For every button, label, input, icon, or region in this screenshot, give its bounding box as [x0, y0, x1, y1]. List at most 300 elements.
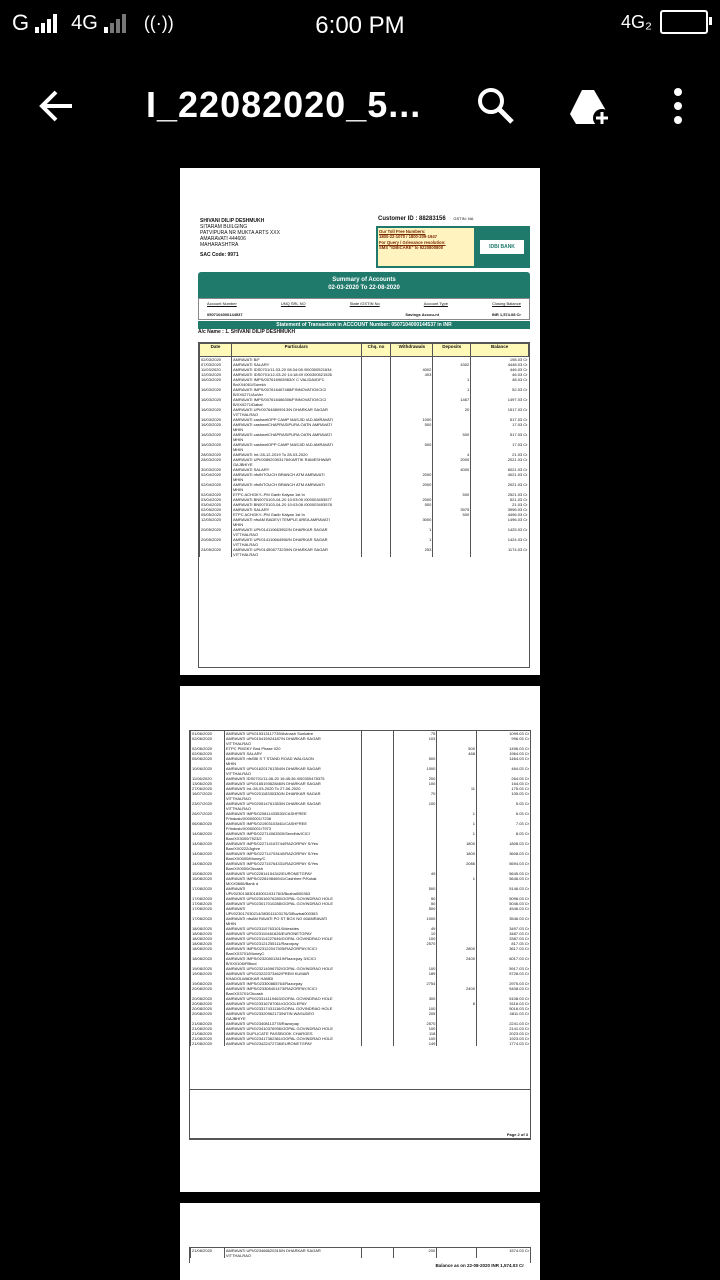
deposit-cell: 4 — [433, 452, 471, 457]
transactions-table-2 — [189, 730, 531, 1090]
helpline-box — [376, 226, 530, 268]
balance-cell: 5.03 Cr — [476, 801, 530, 806]
pdf-page-3[interactable] — [180, 1203, 540, 1280]
balance-cell: 105.03 Cr — [476, 791, 530, 796]
particulars-cell: AMRAVATI UPI/015415924187/N DHARKAR SAGAR — [224, 736, 361, 741]
deposit-cell: 500 — [433, 512, 471, 517]
particulars-cell: AMRAVATI UPI/023417362361/GOPAL GOVINDRAO HOLE — [224, 1036, 361, 1041]
date-cell: 02/06/2020 — [191, 746, 225, 751]
particulars-cell: AMRAVATI SALARY — [224, 751, 361, 756]
particulars-cell: AMRAVATI IMPS/007616963983/X C VALIDA/IDFC — [231, 377, 361, 382]
header-particulars: Particulars — [231, 344, 361, 357]
particulars-cell: AMRAVATI — [224, 886, 361, 891]
date-cell — [191, 1253, 225, 1258]
balance-cell: 1964.03 Cr — [476, 751, 530, 756]
balance-cell: 5694.03 Cr — [476, 861, 530, 866]
date-cell: 20/08/2020 — [191, 996, 225, 1001]
deposit-cell: 1 — [437, 831, 477, 836]
withdrawal-cell: 49 — [393, 871, 437, 876]
withdrawal-cell: 200 — [393, 1248, 437, 1253]
transactions-table — [198, 342, 530, 668]
balance-cell: 5646.03 Cr — [476, 876, 530, 881]
particulars-cell: AMRAVATI IMPS/022715764331/RAZORPAY S/Yes — [224, 861, 361, 866]
particulars-cell: AMRAVATI UPI/022814154342/EURONETGPAY — [224, 871, 361, 876]
balance-cell: 6.03 Cr — [476, 811, 530, 816]
withdrawal-cell: 100 — [393, 801, 437, 806]
date-cell: 14/08/2020 — [191, 841, 225, 846]
date-cell: 16/03/2020 — [200, 387, 232, 392]
date-cell: 17/08/2020 — [191, 901, 225, 906]
date-cell: 26/07/2020 — [191, 811, 225, 816]
header-deposits: Deposits — [433, 344, 471, 357]
balance-cell: 264.03 Cr — [476, 776, 530, 781]
balance-cell: 4546.03 Cr — [476, 906, 530, 911]
balance-cell: 52.03 Cr — [471, 387, 529, 392]
withdrawal-cell: 200 — [393, 776, 437, 781]
withdrawal-cell: 50 — [393, 901, 437, 906]
date-cell: 02/04/2020 — [200, 482, 232, 487]
particulars-cell: AMRAVATI UPI/023422472736/EURONETGPAY — [224, 1041, 361, 1046]
date-cell: 15/08/2020 — [191, 876, 225, 881]
particulars-cell: MHIN — [231, 427, 361, 432]
particulars-cell: AMRAVATI UPI/014110664956/N DHARKAR SAGAR — [231, 537, 361, 542]
date-cell: 14/08/2020 — [191, 861, 225, 866]
particulars-cell: UPI/023013830183001103176/3/Buzbai000363 — [224, 891, 361, 896]
date-cell: 01/06/2020 — [191, 731, 225, 736]
date-cell: 19/08/2020 — [191, 966, 225, 971]
particulars-cell: BnXX4061/Surekh — [231, 382, 361, 387]
date-cell: 12/03/2020 — [200, 372, 232, 377]
withdrawal-cell: 4002 — [391, 367, 433, 372]
balance-cell: 521.03 Cr — [471, 497, 529, 502]
withdrawal-cell: 70 — [393, 791, 437, 796]
deposit-cell: 11 — [437, 786, 477, 791]
date-cell: 21/08/2020 — [191, 1021, 225, 1026]
particulars-cell: AMRAVATI UPI/014110663952/N DHARKAR SAGAR — [231, 527, 361, 532]
withdrawal-cell: 2570 — [393, 941, 437, 946]
particulars-cell: Ban/XX0000/Okcash — [224, 866, 361, 871]
date-cell: 13/06/2020 — [191, 781, 225, 786]
particulars-cell: AMRAVATI cashwnlOPP CAMP MASJID IAD AMRAVATI — [231, 417, 361, 422]
balance-cell: 1464.03 Cr — [476, 756, 530, 761]
particulars-cell: AMRAVATI UPI/023114227646/GOPAL GOVINDRAO HOLE — [224, 936, 361, 941]
date-cell: 20/08/2020 — [191, 1006, 225, 1011]
deposit-cell: 2400 — [437, 956, 477, 961]
particulars-cell: AMRAVATI cashwnlCHAPRASIPURA OATN AMRAVATI — [231, 432, 361, 437]
balance-cell: 3996.03 Cr — [471, 507, 529, 512]
particulars-cell: AMRAVATI IMPS/021903103461/CASHFREE — [224, 821, 361, 826]
particulars-cell: AMRAVATI BN0070103-04-20 10:03:06 /000003493578 — [231, 502, 361, 507]
balance-cell: 46.03 Cr — [471, 372, 529, 377]
summary-title: Summary of Accounts — [332, 277, 396, 283]
balance-cell: 6017.03 Cr — [476, 956, 530, 961]
particulars-cell: AMRAVATI IDS0701/11-03-20 08:34:08 /000300521634 — [231, 367, 361, 372]
closing-balance-value: INR 1,574.08 Cr — [491, 312, 521, 317]
withdrawal-cell: 100 — [393, 936, 437, 941]
particulars-cell: P/Indusb/X0000001/7238 — [224, 816, 361, 821]
particulars-cell: AMRAVATI UPI/016201761354/N DHARKAR SAGAR — [224, 766, 361, 771]
balance-cell: 1424.03 Cr — [471, 537, 529, 542]
withdrawal-cell: 100 — [393, 781, 437, 786]
date-cell: 02/04/2020 — [200, 492, 232, 497]
balance-cell: 5645.03 Cr — [476, 871, 530, 876]
header-withdrawals: Withdrawals — [391, 344, 433, 357]
date-cell: 17/08/2020 — [191, 916, 225, 921]
date-cell: 16/03/2020 — [200, 442, 232, 447]
particulars-cell: AMRAVATI UPI/023017010288/GOPAL GOVINDRAO HOLE — [224, 901, 361, 906]
balance-cell: 517.03 Cr — [471, 417, 529, 422]
particulars-cell: AMRAVATI Int.:28-03-2020 To 27-06-2020 — [224, 786, 361, 791]
col-account-number: Account Number — [207, 301, 237, 306]
balance-cell: 1496.03 Cr — [471, 517, 529, 522]
withdrawal-cell: 100 — [393, 1026, 437, 1031]
sac-code: SAC Code: 9971 — [200, 252, 239, 258]
more-options-icon[interactable] — [656, 84, 700, 128]
customer-name: SHIVANI DILIP DESHMUKH — [200, 218, 265, 224]
particulars-cell: AMRAVATI UPI/023314119463/GOPAL GOVINDRAO HOLE — [224, 996, 361, 1001]
deposit-cell: 20 — [433, 407, 471, 412]
particulars-cell: Ban/XX3000/7923/2 — [224, 836, 361, 841]
particulars-cell: GAJBHIYE — [231, 462, 361, 467]
withdrawal-cell: 2000 — [391, 497, 433, 502]
particulars-cell: AMRAVATI IMPS/007616467488/FINNOVATIO/ICICI — [231, 387, 361, 392]
date-cell: 18/08/2020 — [191, 956, 225, 961]
particulars-cell: AMRAVATI IMPS/022714063300/Sendhis/ICICI — [224, 831, 361, 836]
deposit-cell: 1 — [437, 821, 477, 826]
deposit-cell — [433, 552, 471, 557]
particulars-cell: MHIN — [231, 477, 361, 482]
date-cell: 10/06/2020 — [191, 766, 225, 771]
particulars-cell: MHIN — [231, 522, 361, 527]
address-line: SITARAM BUILGING — [200, 224, 248, 230]
particulars-cell: KHADOLWADKAR HAMDI — [224, 976, 361, 981]
balance-cell: 3617.03 Cr — [476, 946, 530, 951]
balance-cell: 2975.03 Cr — [476, 981, 530, 986]
date-cell: 12/05/2020 — [200, 517, 232, 522]
particulars-cell: M/XX0665/Bank d — [224, 881, 361, 886]
date-cell: 02/05/2020 — [200, 507, 232, 512]
status-bar — [0, 0, 720, 48]
balance-cell: 1774.03 Cr — [476, 1041, 530, 1046]
balance-cell: 5146.03 Cr — [476, 886, 530, 891]
particulars-cell: VITTHALRAO — [231, 532, 361, 537]
deposit-cell: 1467 — [433, 397, 471, 402]
deposit-cell: 1 — [437, 811, 477, 816]
particulars-cell: AMRAVATI IDS0701/11-06-20 16:45:36 /000300478375 — [224, 776, 361, 781]
particulars-cell: AMRAVATI SALARY — [231, 467, 361, 472]
particulars-cell: MHIN — [224, 761, 361, 766]
balance-cell: 4448.03 Cr — [471, 362, 529, 367]
particulars-cell: VITTHALRAO — [231, 412, 361, 417]
particulars-cell: AMRAVATI UPI/023466620315/N DHARKAR SAGAR — [224, 1248, 361, 1253]
address-line: AMARAVATI 444606 — [200, 236, 246, 242]
withdrawal-cell: 2000 — [391, 472, 433, 477]
balance-cell: 5108.03 Cr — [476, 996, 530, 1001]
particulars-cell: AMRAVATI UPI/015313117739/Avinash Sonkatre — [224, 731, 361, 736]
balance-cell: 3387.03 Cr — [476, 936, 530, 941]
withdrawal-cell: 100 — [393, 966, 437, 971]
account-number-value: 0507104000144537 — [207, 312, 243, 317]
date-cell: 20/08/2020 — [191, 986, 225, 991]
page-footer: Page 2 of 3 — [506, 1132, 528, 1137]
balance-cell: 2141.03 Cr — [476, 1026, 530, 1031]
date-cell: 18/08/2020 — [191, 946, 225, 951]
deposit-cell — [437, 1041, 477, 1046]
particulars-cell: AMRAVATI IMPS/022714103744/RAZORPAY S/Yes — [224, 841, 361, 846]
particulars-cell: AMRAVATI UPI/020514761353/N DHARKAR SAGAR — [224, 801, 361, 806]
withdrawal-cell: 300 — [393, 996, 437, 1001]
date-cell: 14/08/2020 — [191, 851, 225, 856]
balance-cell: 817.03 Cr — [476, 941, 530, 946]
address-line: MAHARASHTRA — [200, 242, 239, 248]
pdf-page-1[interactable] — [180, 168, 540, 675]
withdrawal-cell: 1000 — [393, 766, 437, 771]
particulars-cell: AMRAVATI UPI/023110763101/0/desides — [224, 926, 361, 931]
particulars-cell: AMRAVATI UPI/007648809913/N DHARKAR SAGAR — [231, 407, 361, 412]
particulars-cell: AMRAVATI UPI/023316787061/GOOGLEPAY — [224, 1001, 361, 1006]
withdrawal-cell: 149 — [393, 1041, 437, 1046]
date-cell: 27/06/2020 — [191, 786, 225, 791]
balance-cell — [476, 1253, 530, 1258]
date-cell: 03/04/2020 — [200, 497, 232, 502]
balance-cell: 2021.03 Cr — [471, 457, 529, 462]
withdrawal-cell: 1 — [391, 527, 433, 532]
table-row — [191, 1253, 531, 1258]
balance-cell: 464.03 Cr — [476, 766, 530, 771]
balance-cell: 3546.03 Cr — [476, 916, 530, 921]
closing-balance-line: Balance as on 22-08-2020 INR 1,574.03 Cr — [435, 1263, 524, 1268]
withdrawal-cell: 500 — [393, 756, 437, 761]
date-cell: 19/08/2020 — [191, 971, 225, 976]
particulars-cell: GAJBHIYE — [224, 1016, 361, 1021]
balance-cell: 21.03 Cr — [471, 452, 529, 457]
withdrawal-cell: 500 — [391, 422, 433, 427]
particulars-cell: VITTHALRAO — [224, 771, 361, 776]
balance-cell: 1497.03 Cr — [471, 397, 529, 402]
particulars-cell: AMRAVATI UPI/016519362846/N DHARKAR SAGAR — [224, 781, 361, 786]
particulars-cell: AMRAVATI UPI/020118330330/N DHARKAR SAGAR — [224, 791, 361, 796]
particulars-cell: VITTHALRAO — [231, 552, 361, 557]
balance-cell: 1425.03 Cr — [471, 527, 529, 532]
balance-cell: 4811.03 Cr — [476, 1011, 530, 1016]
date-cell: 20/05/2020 — [200, 527, 232, 532]
particulars-cell: P/Indusb/X0000001/7973 — [224, 826, 361, 831]
particulars-cell: AMRAVATI UPI/008920303176/KARTIK RAMESHWAR — [231, 457, 361, 462]
date-cell: 05/06/2020 — [191, 756, 225, 761]
particulars-cell: VITTHALRAO — [224, 741, 361, 746]
withdrawal-cell: 1000 — [393, 916, 437, 921]
withdrawal-cell: 2754 — [393, 981, 437, 986]
date-cell: 16/03/2020 — [200, 407, 232, 412]
date-cell: 11/03/2020 — [200, 367, 232, 372]
date-cell: 24/05/2020 — [200, 547, 232, 552]
date-cell: 28/03/2020 — [200, 452, 232, 457]
particulars-cell: VITTHALRAO — [231, 542, 361, 547]
withdrawal-cell: 205 — [393, 1011, 437, 1016]
withdrawal-cell: 118 — [393, 1031, 437, 1036]
particulars-cell: AMRAVATI UPI/023317431116/GOPAL GOVINDRAO HOLE — [224, 1006, 361, 1011]
toll-free-title: Our Toll Free Numbers: — [379, 229, 426, 234]
balance-cell: 446.03 Cr — [471, 367, 529, 372]
withdrawal-cell: 189 — [393, 971, 437, 976]
bank-logo — [480, 240, 524, 254]
particulars-cell: ETPC PMGKY Bnd Phase 020 — [224, 746, 361, 751]
particulars-cell: B/XX0271/AuVer — [231, 392, 361, 397]
particulars-cell: VITTHALRAO — [224, 806, 361, 811]
customer-id-text: Customer ID : 88283156 — [378, 216, 446, 222]
date-cell: 17/08/2020 — [191, 906, 225, 911]
bank-logo-text: IDBI BANK — [489, 244, 515, 250]
deposit-cell: 3975 — [433, 507, 471, 512]
deposit-cell: 4302 — [433, 362, 471, 367]
particulars-cell: AMRAVATI SALARY — [231, 362, 361, 367]
back-arrow-icon[interactable] — [36, 86, 76, 126]
particulars-cell: AMRAVATI UPI/023110461626/EURONETGPAY — [224, 931, 361, 936]
table-row — [191, 1041, 531, 1046]
date-cell: 17/08/2020 — [191, 886, 225, 891]
withdrawal-cell: 253 — [391, 547, 433, 552]
status-time: 6:00 PM — [315, 12, 405, 39]
app-toolbar — [0, 56, 720, 156]
date-cell: 21/08/2020 — [191, 1041, 225, 1046]
date-cell: 02/03/2020 — [200, 357, 232, 363]
particulars-cell: Ban/XX0222/Aghre — [224, 846, 361, 851]
particulars-cell: AMRAVATI IMPS/023308401473/RAZORPAY/ICICI — [224, 986, 361, 991]
date-cell: 28/03/2020 — [200, 457, 232, 462]
balance-cell: 5096.03 Cr — [476, 896, 530, 901]
date-cell: 21/08/2020 — [191, 1031, 225, 1036]
particulars-cell: VITTHALRAO — [224, 1253, 361, 1258]
balance-cell: 1517.03 Cr — [471, 407, 529, 412]
date-cell: 16/03/2020 — [200, 377, 232, 382]
balance-cell: 3608.03 Cr — [476, 851, 530, 856]
deposit-cell: 8 — [437, 1001, 477, 1006]
particulars-cell: MHIN — [231, 437, 361, 442]
particulars-cell: AMRAVATI nfsAM RAVATI PO ST BOX NO 60AMRAVATI — [224, 916, 361, 921]
balance-cell: 198.03 Cr — [471, 357, 529, 363]
withdrawal-cell: 500 — [391, 502, 433, 507]
deposit-cell: 500 — [437, 746, 477, 751]
withdrawal-cell: 2000 — [391, 482, 433, 487]
customer-address — [200, 218, 380, 258]
balance-cell: 175.03 Cr — [476, 786, 530, 791]
add-to-drive-icon[interactable] — [568, 84, 612, 128]
particulars-cell: Ban/XX0000/Money/C — [224, 856, 361, 861]
date-cell: 16/03/2020 — [200, 417, 232, 422]
balance-cell: 6021.03 Cr — [471, 467, 529, 472]
balance-cell: 1808.03 Cr — [476, 841, 530, 846]
withdrawal-cell: 2570 — [393, 1021, 437, 1026]
chq-cell — [361, 1253, 393, 1258]
particulars-cell: MHIN — [231, 447, 361, 452]
withdrawal-cell: 403 — [391, 372, 433, 377]
date-cell: 18/08/2020 — [191, 936, 225, 941]
account-summary-table — [198, 298, 530, 320]
search-icon[interactable] — [474, 84, 518, 128]
particulars-cell: AMRAVATI nfsINTOUCH BRANCH ATM AMRAVATI — [231, 472, 361, 477]
hotspot-icon: ((·)) — [143, 12, 174, 33]
pdf-page-2[interactable] — [180, 686, 540, 1192]
gstin-text: GSTIN: NA — [453, 216, 474, 221]
withdrawal-cell: 103 — [393, 736, 437, 741]
withdrawal-cell: 500 — [393, 906, 437, 911]
query-title: For Query / Grievance resolution: — [379, 239, 446, 245]
balance-cell: 1496.03 Cr — [476, 746, 530, 751]
col-closing-balance: Closing Balance — [492, 301, 521, 306]
carrier-label: G — [12, 10, 30, 35]
withdrawal-cell — [393, 1253, 437, 1258]
particulars-cell: AMRAVATI Int.:28-12-2019 To 28-03-2020 — [231, 452, 361, 457]
deposit-cell: 2086 — [437, 861, 477, 866]
toll-free-numbers: 1800-22-1070 / 1800-209-1947 — [379, 234, 437, 240]
date-cell: 16/03/2020 — [200, 432, 232, 437]
balance-cell: 3497.03 Cr — [476, 926, 530, 931]
header-date: Date — [200, 344, 232, 357]
withdrawal-cell — [391, 552, 433, 557]
date-cell: 18/08/2020 — [191, 941, 225, 946]
statement-title: Statement of Transaction in ACCOUNT Number: 0507104000144537 in INR — [198, 321, 530, 329]
date-cell: 03/04/2020 — [200, 502, 232, 507]
date-cell: 05/05/2020 — [200, 512, 232, 517]
particulars-cell: AMRAVATI UPI/014508773239/N DHARKAR SAGAR — [231, 547, 361, 552]
particulars-cell: AMRAVATI UPI/023016076280/GOPAL GOVINDRAO HOLE — [224, 896, 361, 901]
document-title: I_22082020_5... — [146, 84, 422, 125]
balance-cell: 4496.03 Cr — [471, 512, 529, 517]
particulars-cell: Ban/XX3701/MoneyC — [224, 951, 361, 956]
withdrawal-cell: 49 — [393, 926, 437, 931]
date-cell: 06/08/2020 — [191, 821, 225, 826]
particulars-cell: AMRAVATI UPI/023222373462/PREM KUMAR — [224, 971, 361, 976]
date-cell: 18/08/2020 — [191, 926, 225, 931]
date-cell — [200, 552, 232, 557]
balance-cell: 2021.03 Cr — [471, 482, 529, 487]
balance-cell: 5046.03 Cr — [476, 901, 530, 906]
withdrawal-cell: 10 — [393, 931, 437, 936]
date-cell: 20/05/2020 — [200, 537, 232, 542]
particulars-cell: AMRAVATI nfsSBI S T STAND ROAD WALGAON — [224, 756, 361, 761]
balance-cell: 17.03 Cr — [471, 422, 529, 427]
date-cell: 07/03/2020 — [200, 362, 232, 367]
col-state-gstin: State /GSTIN No — [349, 301, 380, 306]
particulars-cell: ETPC ACHGKY--PM Garib Kalyan 1st In — [231, 492, 361, 497]
particulars-cell: Ban/XX3701/Okcash — [224, 991, 361, 996]
date-cell: 20/08/2020 — [191, 1001, 225, 1006]
summary-header — [198, 272, 530, 298]
particulars-cell: AMRAVATI IMPS/022714703440/RAZORPAY S/Yes — [224, 851, 361, 856]
deposit-cell: 2000 — [433, 457, 471, 462]
balance-cell — [471, 552, 529, 557]
balance-cell: 5016.03 Cr — [476, 1006, 530, 1011]
date-cell: 02/06/2020 — [191, 751, 225, 756]
balance-cell: 1099.03 Cr — [476, 731, 530, 736]
balance-cell: 1923.03 Cr — [476, 1036, 530, 1041]
particulars-cell: AMRAVATI cashwnlCHAPRASIPURA OATN AMRAVATI — [231, 422, 361, 427]
date-cell: 16/03/2020 — [200, 422, 232, 427]
summary-range: 02-03-2020 To 22-08-2020 — [328, 285, 400, 291]
header-chq: Chq. no — [361, 344, 391, 357]
particulars-cell: MHIN — [224, 921, 361, 926]
battery-icon — [660, 10, 708, 34]
chq-cell — [361, 552, 391, 557]
col-account-type: Account Type — [423, 301, 448, 306]
date-cell: 15/08/2020 — [191, 871, 225, 876]
transactions-table-3 — [189, 1247, 531, 1263]
deposit-cell: 1 — [433, 387, 471, 392]
withdrawal-cell: 100 — [393, 1036, 437, 1041]
particulars-cell: AMRAVATI UPI/023408113778/Razorpay — [224, 1021, 361, 1026]
balance-cell: 1174.03 Cr — [471, 547, 529, 552]
deposit-cell: 468 — [437, 751, 477, 756]
